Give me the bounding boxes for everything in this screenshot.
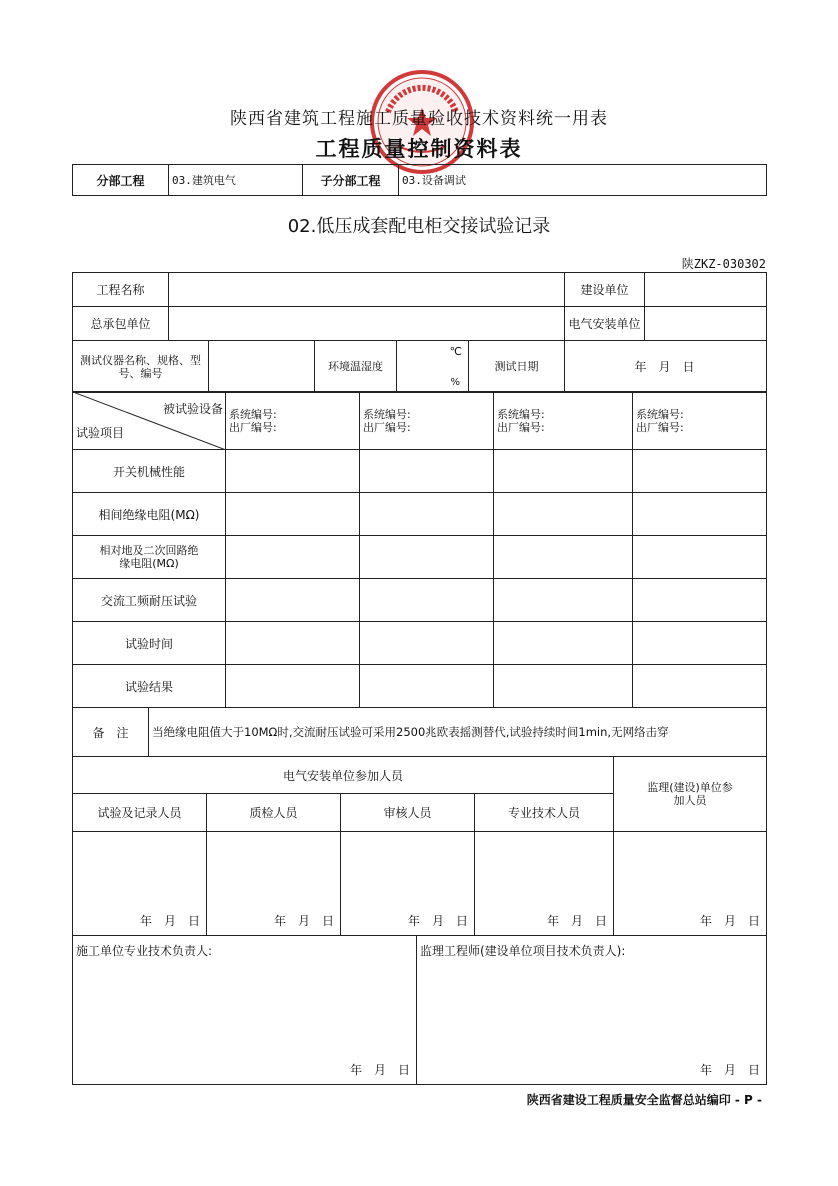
- test-cell[interactable]: [360, 622, 494, 665]
- signature-cell[interactable]: 年 月 日: [207, 832, 341, 936]
- builder-unit-label: 建设单位: [565, 273, 645, 307]
- test-cell[interactable]: [360, 536, 494, 579]
- electrical-unit-label: 电气安装单位: [565, 307, 645, 341]
- test-item: 相对地及二次回路绝缘电阻(MΩ): [73, 536, 226, 579]
- test-cell[interactable]: [633, 536, 767, 579]
- test-cell[interactable]: [226, 450, 360, 493]
- test-cell[interactable]: [226, 579, 360, 622]
- test-cell[interactable]: [633, 665, 767, 708]
- device-2[interactable]: 系统编号: 出厂编号:: [360, 392, 494, 450]
- temp-unit: ℃: [449, 345, 462, 358]
- test-item: 试验时间: [73, 622, 226, 665]
- role-label: 质检人员: [207, 794, 341, 832]
- test-cell[interactable]: [360, 493, 494, 536]
- project-name-label: 工程名称: [73, 273, 169, 307]
- builder-unit-value[interactable]: [645, 273, 767, 307]
- test-item: 相间绝缘电阻(MΩ): [73, 493, 226, 536]
- zifenbu-value: 03.设备调试: [399, 165, 767, 196]
- general-contractor-label: 总承包单位: [73, 307, 169, 341]
- test-cell[interactable]: [360, 579, 494, 622]
- personnel-table: [72, 756, 767, 936]
- test-item: 试验结果: [73, 665, 226, 708]
- header-line2: 工程质量控制资料表: [315, 137, 523, 161]
- remark-text: 当绝缘电阻值大于10MΩ时,交流耐压试验可采用2500兆欧表摇测替代,试验持续时间1min,无网络击穿: [149, 708, 767, 757]
- humid-unit: %: [450, 377, 460, 388]
- remark-label: 备 注: [73, 708, 149, 757]
- test-cell[interactable]: [494, 622, 633, 665]
- diag-top-label: 被试验设备: [162, 402, 223, 416]
- test-cell[interactable]: [226, 536, 360, 579]
- header-line1: 陕西省建筑工程施工质量验收技术资料统一用表: [230, 109, 608, 129]
- test-cell[interactable]: [494, 536, 633, 579]
- footer: 陕西省建设工程质量安全监督总站编印 - P -: [526, 1093, 762, 1107]
- test-cell[interactable]: [226, 665, 360, 708]
- test-date-label: 测试日期: [469, 341, 565, 393]
- project-name-value[interactable]: [169, 273, 565, 307]
- test-cell[interactable]: [633, 579, 767, 622]
- remark-table: [72, 707, 767, 757]
- env-label: 环境温湿度: [315, 341, 397, 393]
- test-cell[interactable]: [494, 579, 633, 622]
- test-item: 开关机械性能: [73, 450, 226, 493]
- supervising-engineer[interactable]: 监理工程师(建设单位项目技术负责人): 年 月 日: [417, 936, 767, 1085]
- signature-cell[interactable]: 年 月 日: [341, 832, 475, 936]
- instrument-label: 测试仪器名称、规格、型号、编号: [73, 341, 209, 393]
- env-value[interactable]: [397, 341, 469, 393]
- form-code: 陕ZKZ-030302: [681, 257, 766, 271]
- test-cell[interactable]: [360, 450, 494, 493]
- test-cell[interactable]: [633, 450, 767, 493]
- supervision-label: 监理(建设)单位参加人员: [614, 757, 767, 832]
- test-cell[interactable]: [494, 450, 633, 493]
- device-4[interactable]: 系统编号: 出厂编号:: [633, 392, 767, 450]
- form-title: 02.低压成套配电柜交接试验记录: [287, 216, 551, 237]
- test-cell[interactable]: [633, 622, 767, 665]
- contractor-tech-lead[interactable]: 施工单位专业技术负责人: 年 月 日: [73, 936, 417, 1085]
- bottom-sign-table: [72, 935, 767, 1085]
- tests-table: [72, 391, 767, 708]
- signature-cell[interactable]: 年 月 日: [614, 832, 767, 936]
- test-cell[interactable]: [226, 622, 360, 665]
- fenbu-value: 03.建筑电气: [169, 165, 303, 196]
- test-cell[interactable]: [360, 665, 494, 708]
- instrument-value[interactable]: [209, 341, 315, 393]
- test-cell[interactable]: [633, 493, 767, 536]
- fenbu-label: 分部工程: [73, 165, 169, 196]
- role-label: 试验及记录人员: [73, 794, 207, 832]
- general-contractor-value[interactable]: [169, 307, 565, 341]
- test-date: 年 月 日: [634, 360, 695, 374]
- signature-cell[interactable]: 年 月 日: [73, 832, 207, 936]
- test-date-value[interactable]: [565, 341, 767, 393]
- test-cell[interactable]: [494, 493, 633, 536]
- info-table: [72, 272, 767, 393]
- zifenbu-label: 子分部工程: [303, 165, 399, 196]
- device-3[interactable]: 系统编号: 出厂编号:: [494, 392, 633, 450]
- group-label: 电气安装单位参加人员: [73, 757, 614, 794]
- signature-cell[interactable]: 年 月 日: [475, 832, 614, 936]
- diag-bottom-label: 试验项目: [76, 426, 125, 440]
- role-label: 专业技术人员: [475, 794, 614, 832]
- role-label: 审核人员: [341, 794, 475, 832]
- test-cell[interactable]: [226, 493, 360, 536]
- electrical-unit-value[interactable]: [645, 307, 767, 341]
- top-row-table: [72, 164, 767, 196]
- test-item: 交流工频耐压试验: [73, 579, 226, 622]
- test-cell[interactable]: [494, 665, 633, 708]
- diagonal-header: [73, 392, 226, 450]
- device-1[interactable]: 系统编号: 出厂编号:: [226, 392, 360, 450]
